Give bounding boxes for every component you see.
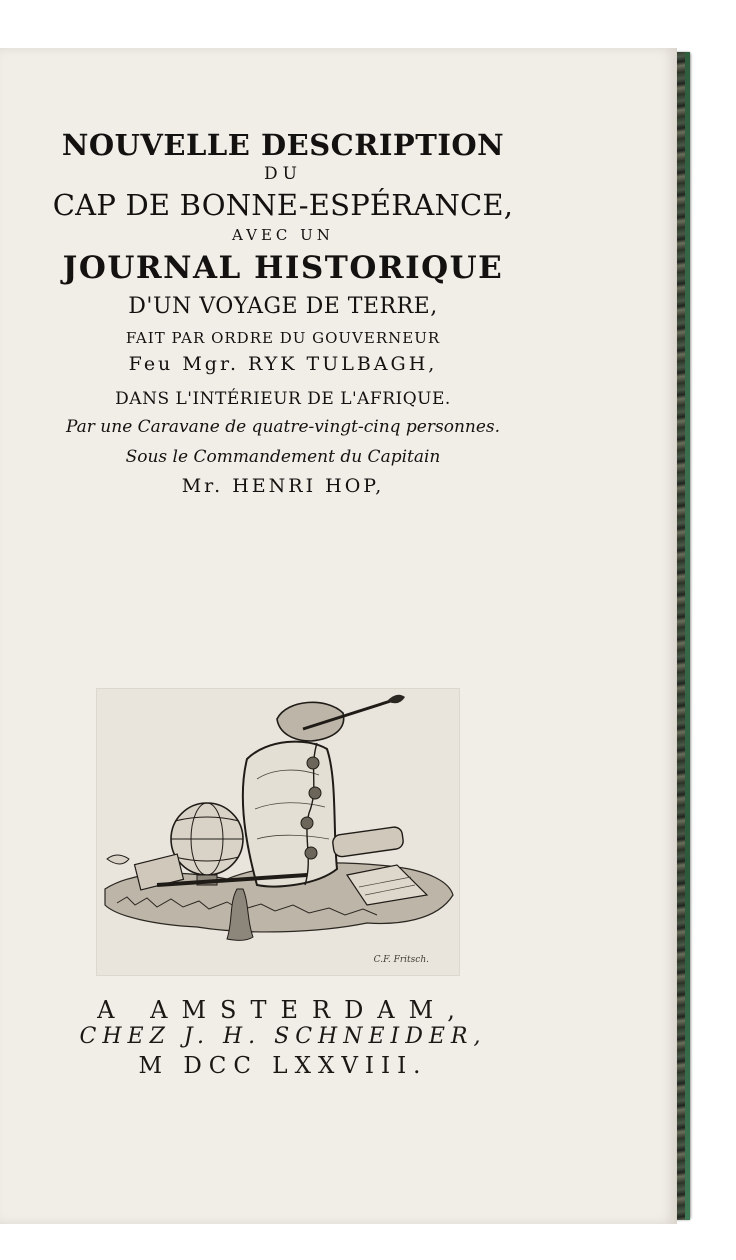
title-line-5: JOURNAL HISTORIQUE <box>62 250 504 286</box>
title-line-3: CAP DE BONNE-ESPÉRANCE, <box>52 188 514 222</box>
title-line-9: DANS L'INTÉRIEUR DE L'AFRIQUE. <box>115 389 451 409</box>
scroll-icon <box>107 855 129 864</box>
title-line-2: DU <box>264 164 302 184</box>
title-line-6: D'UN VOYAGE DE TERRE, <box>128 294 438 319</box>
title-line-10: Par une Caravane de quatre-vingt-cinq personnes. <box>65 417 501 437</box>
cartouche-shield <box>243 742 337 887</box>
title-line-4: AVEC UN <box>232 226 334 244</box>
imprint-year: M DCC LXXVIII. <box>138 1053 428 1079</box>
title-line-1: NOUVELLE DESCRIPTION <box>61 128 505 162</box>
imprint-place: A AMSTERDAM, <box>97 996 469 1024</box>
vignette-illustration <box>97 689 459 975</box>
title-page <box>0 48 676 1224</box>
title-line-11: Sous le Commandement du Capitain <box>125 447 441 467</box>
engraved-vignette <box>96 688 460 976</box>
imprint <box>0 996 566 1079</box>
title-line-8: Feu Mgr. RYK TULBAGH, <box>128 353 438 375</box>
helmet-icon <box>277 702 344 741</box>
imprint-publisher: CHEZ J. H. SCHNEIDER, <box>79 1024 487 1049</box>
title-line-12: Mr. HENRI HOP, <box>181 475 385 497</box>
telescope-icon <box>332 826 404 858</box>
engraver-signature: C.F. Fritsch. <box>373 955 429 965</box>
title-line-7: FAIT PAR ORDRE DU GOUVERNEUR <box>125 329 441 347</box>
title-block <box>0 128 566 497</box>
